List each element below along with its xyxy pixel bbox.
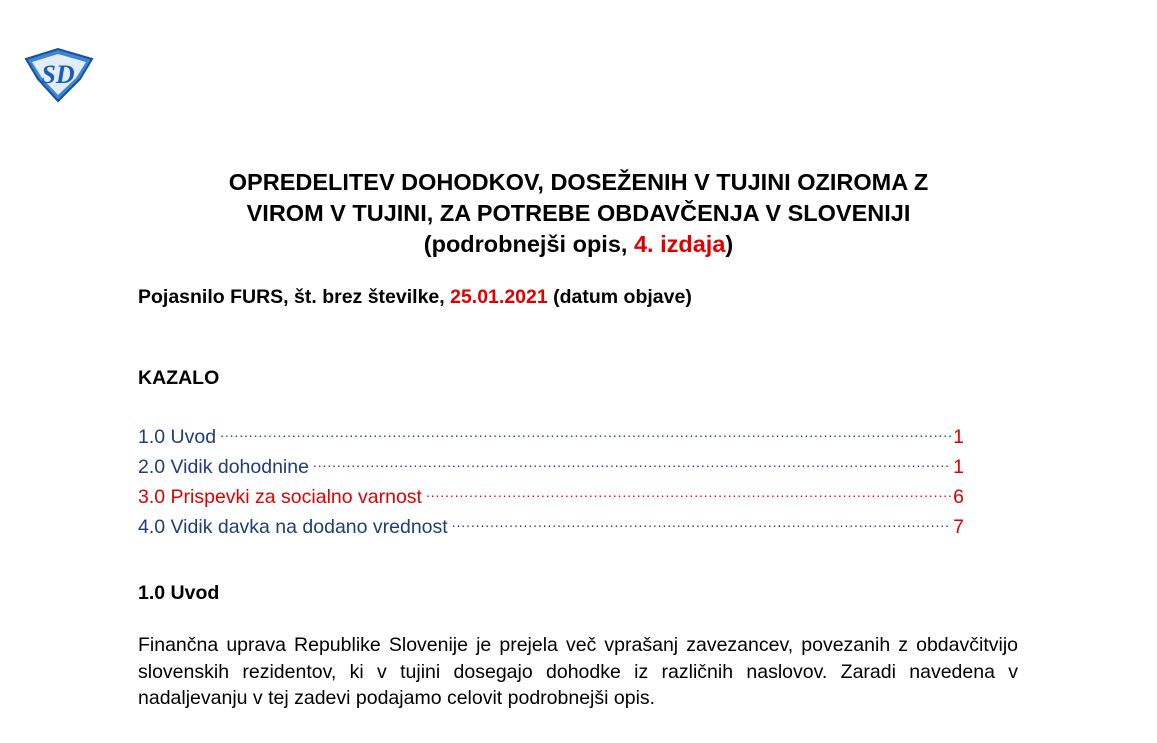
toc-item-label: 3.0 Prispevki za socialno varnost (138, 486, 422, 508)
title-line-3-prefix: (podrobnejši opis, (423, 231, 634, 257)
toc-item-page: 7 (953, 516, 964, 538)
toc-item-prispevki[interactable] (138, 481, 964, 511)
toc-heading: KAZALO (138, 367, 220, 389)
toc-leader-dots (452, 511, 951, 533)
table-of-contents (138, 421, 964, 541)
subtitle-prefix: Pojasnilo FURS, št. brez številke, (138, 286, 451, 308)
toc-item-label: 4.0 Vidik davka na dodano vrednost (138, 516, 448, 538)
subtitle-suffix: (datum objave) (547, 286, 692, 308)
toc-item-label: 2.0 Vidik dohodnine (138, 456, 309, 478)
section-paragraph: Finančna uprava Republike Slovenije je prejela več vprašanj zavezancev, povezanih z obdavčitvijo slovenskih rezidentov, ki v tujini dosegajo dohodke iz različnih naslovov. Zaradi navedena v nadaljevanju v tej zadevi podajamo celovit podrobnejši opis. (138, 634, 1018, 709)
toc-item-page: 1 (953, 456, 964, 478)
toc-leader-dots (313, 451, 951, 473)
document-subtitle (138, 286, 692, 309)
document-title (0, 167, 1157, 260)
title-line-1: OPREDELITEV DOHODKOV, DOSEŽENIH V TUJINI OZIROMA Z (228, 169, 929, 195)
publication-date: 25.01.2021 (450, 286, 548, 308)
toc-leader-dots (220, 421, 951, 443)
toc-item-vidik-ddv[interactable] (138, 511, 964, 541)
svg-text:SD: SD (41, 60, 75, 89)
sd-logo-icon (22, 47, 94, 103)
toc-item-page: 1 (953, 426, 964, 448)
toc-item-uvod[interactable] (138, 421, 964, 451)
title-line-3-suffix: ) (725, 231, 734, 257)
toc-item-label: 1.0 Uvod (138, 426, 217, 448)
toc-leader-dots (426, 481, 951, 503)
toc-item-vidik-dohodnine[interactable] (138, 451, 964, 481)
edition-label: 4. izdaja (633, 231, 726, 257)
section-heading-uvod: 1.0 Uvod (138, 582, 220, 604)
title-line-3 (0, 229, 1157, 260)
toc-item-page: 6 (953, 486, 964, 508)
title-line-2: VIROM V TUJINI, ZA POTREBE OBDAVČENJA V SLOVENIJI (246, 200, 911, 226)
